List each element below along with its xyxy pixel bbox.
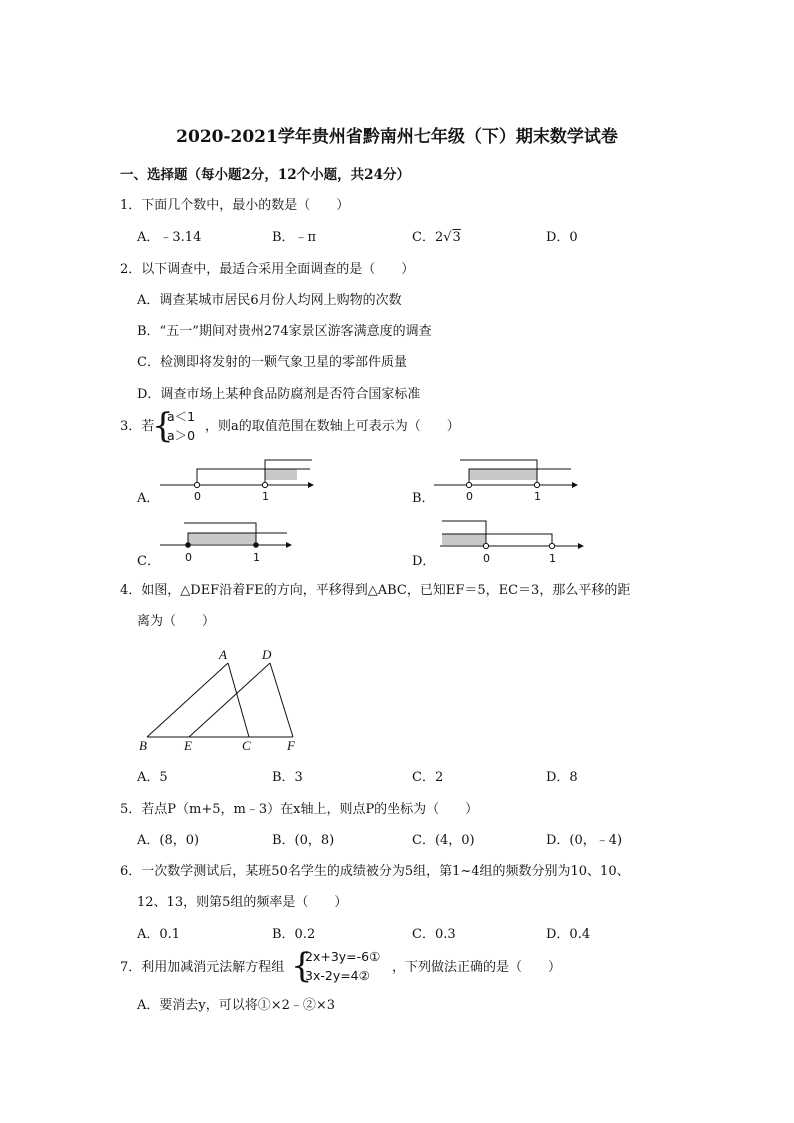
tick-label-1: 1	[549, 552, 556, 565]
question-4-option-b: B．3	[272, 770, 303, 785]
shaded-region	[265, 469, 297, 480]
question-4-option-a: A．5	[137, 770, 168, 785]
label-c: C	[242, 738, 251, 753]
segment-ab	[147, 663, 228, 737]
question-1-option-a: A．﹣3.14	[137, 230, 202, 245]
question-3-number: 3．若	[120, 419, 155, 434]
label-b: B	[139, 738, 147, 753]
question-5-option-a: A．(8，0)	[137, 833, 200, 848]
question-6-option-d: D．0.4	[546, 927, 591, 942]
tick-label-1: 1	[534, 490, 541, 503]
open-point	[549, 543, 554, 548]
tick-label-0: 0	[466, 490, 473, 503]
question-6-option-b: B．0.2	[272, 927, 316, 942]
question-5-option-b: B．(0，8)	[272, 833, 335, 848]
inequality-2: a＞0	[167, 428, 196, 443]
axis-arrow	[572, 482, 578, 488]
number-line-c	[160, 518, 320, 570]
open-point	[534, 482, 539, 487]
open-point	[194, 482, 199, 487]
segment-df	[270, 663, 293, 737]
question-2-option-b: B．“五一”期间对贵州274家景区游客满意度的调查	[137, 324, 432, 339]
label-e: E	[184, 738, 192, 753]
segment-ac	[228, 663, 249, 737]
question-3-label-d: D．	[412, 554, 436, 569]
question-1-option-c	[412, 229, 462, 247]
question-7-stem: ，下列做法正确的是（ ）	[392, 960, 562, 975]
system-brace: {	[291, 946, 313, 986]
question-4-stem-line1: 4．如图，△DEF沿着FE的方向，平移得到△ABC，已知EF＝5，EC＝3，那么平移的距	[120, 583, 631, 598]
shaded-region	[442, 534, 486, 545]
question-5-option-c: C．(4，0)	[412, 833, 475, 848]
question-2-option-c: C．检测即将发射的一颗气象卫星的零部件质量	[137, 355, 407, 370]
label-a: A	[219, 647, 227, 662]
sqrt-symbol: √	[443, 230, 452, 245]
question-5-stem: 5．若点P（m+5，m﹣3）在x轴上，则点P的坐标为（ ）	[120, 802, 479, 817]
question-6-option-c: C．0.3	[412, 927, 456, 942]
tick-label-0: 0	[194, 490, 201, 503]
question-4-option-c: C．2	[412, 770, 444, 785]
system-brace: {	[152, 406, 174, 446]
tick-label-0: 0	[185, 551, 192, 564]
question-1-option-d: D．0	[546, 230, 578, 245]
question-7-number: 7．利用加减消元法解方程组	[120, 960, 285, 975]
label-f: F	[287, 738, 295, 753]
radicand: 3	[452, 230, 461, 245]
question-6-option-a: A．0.1	[137, 927, 181, 942]
question-4-stem-line2: 离为（ ）	[137, 614, 216, 629]
question-2-stem: 2．以下调查中，最适合采用全面调查的是（ ）	[120, 262, 415, 277]
tick-label-1: 1	[262, 490, 269, 503]
shaded-region	[188, 533, 256, 544]
closed-point	[253, 542, 259, 548]
number-line-d	[440, 516, 600, 568]
question-3-label-b: B．	[412, 491, 435, 506]
open-point	[483, 543, 488, 548]
question-3-stem: ，则a的取值范围在数轴上可表示为（ ）	[205, 419, 460, 434]
closed-point	[185, 542, 191, 548]
question-2-option-a: A．调查某城市居民6月份人均网上购物的次数	[137, 293, 402, 308]
option-c-prefix: C．2	[412, 230, 444, 245]
equation-1: 2x+3y=-6①	[305, 949, 381, 964]
question-3-label-c: C．	[137, 554, 160, 569]
inequality-1: a＜1	[167, 409, 196, 424]
tick-label-1: 1	[253, 551, 260, 564]
open-point	[466, 482, 471, 487]
question-2-option-d: D．调查市场上某种食品防腐剂是否符合国家标准	[137, 387, 421, 402]
axis-arrow	[286, 542, 292, 548]
equation-2: 3x-2y=4②	[305, 968, 370, 983]
question-4-option-d: D．8	[546, 770, 578, 785]
question-3-label-a: A．	[137, 491, 160, 506]
question-7-option-a: A．要消去y，可以将①×2﹣②×3	[137, 998, 336, 1013]
axis-arrow	[578, 543, 584, 549]
label-d: D	[262, 647, 272, 662]
question-1-option-b: B．﹣π	[272, 230, 317, 245]
open-point	[262, 482, 267, 487]
axis-arrow	[308, 482, 314, 488]
page-title: 2020-2021学年贵州省黔南州七年级（下）期末数学试卷	[176, 127, 618, 147]
question-6-stem-line2: 12、13，则第5组的频率是（ ）	[137, 895, 348, 910]
tick-label-0: 0	[483, 552, 490, 565]
number-line-b	[434, 456, 594, 506]
question-5-option-d: D．(0，﹣4)	[546, 833, 623, 848]
translation-figure	[135, 645, 315, 755]
question-1-stem: 1．下面几个数中，最小的数是（ ）	[120, 198, 350, 213]
section-heading: 一、选择题（每小题2分，12个小题，共24分）	[120, 167, 410, 183]
question-6-stem-line1: 6．一次数学测试后，某班50名学生的成绩被分为5组，第1~4组的频数分别为10、10、	[120, 864, 630, 879]
number-line-a	[160, 456, 320, 506]
segment-de	[189, 663, 270, 737]
shaded-region	[469, 469, 537, 480]
